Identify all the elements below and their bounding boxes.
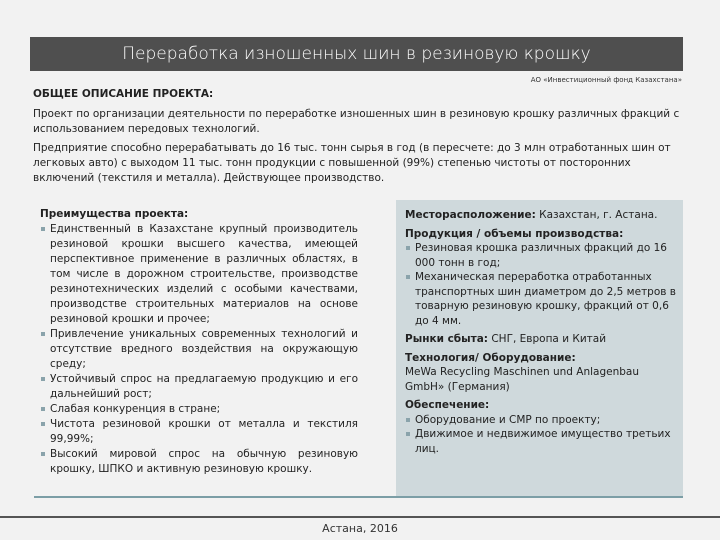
footer-text: Астана, 2016 bbox=[322, 522, 398, 535]
list-item: Высокий мировой спрос на обычную резиновую крошку, ШПКО и активную резиновую крошку. bbox=[40, 447, 358, 477]
organization-name: АО «Инвестиционный фонд Казахстана» bbox=[530, 76, 682, 84]
project-info-box bbox=[396, 200, 683, 496]
markets bbox=[405, 332, 677, 347]
list-item: Единственный в Казахстане крупный производитель резиновой крошки высшего качества, имеющей перспективное применение в различных областях, в том числе в дорожном строительстве, производстве резинотехнических изделий с особыми качествами, производстве строительных материалов на основе резиновой крошки и прочее; bbox=[40, 222, 358, 327]
location-label: Месторасположение: bbox=[405, 209, 536, 221]
location bbox=[405, 208, 677, 223]
list-item: Механическая переработка отработанных транспортных шин диаметром до 2,5 метров в товарную резиновую крошку, фракций от 0,6 до 4 мм. bbox=[405, 270, 677, 328]
list-item: Чистота резиновой крошки от металла и текстиля 99,99%; bbox=[40, 417, 358, 447]
list-item: Привлечение уникальных современных технологий и отсутствие вредного воздействия на окружающую среду; bbox=[40, 327, 358, 372]
location-value: Казахстан, г. Астана. bbox=[535, 209, 658, 221]
list-item: Устойчивый спрос на предлагаемую продукцию и его дальнейший рост; bbox=[40, 372, 358, 402]
divider bbox=[34, 496, 683, 498]
list-item: Резиновая крошка различных фракций до 16 000 тонн в год; bbox=[405, 241, 677, 270]
tech-value: MeWa Recycling Maschinen und Anlagenbau GmbH» (Германия) bbox=[405, 366, 639, 393]
markets-value: СНГ, Европа и Китай bbox=[488, 333, 607, 345]
list-item: Оборудование и СМР по проекту; bbox=[405, 413, 677, 428]
project-description: Проект по организации деятельности по переработке изношенных шин в резиновую крошку различных фракций с использованием передовых технологий. bbox=[33, 108, 680, 135]
capacity-description: Предприятие способно перерабатывать до 16 тыс. тонн сырья в год (в пересчете: до 3 млн отработанных шин от легковых авто) с выходом 11 тыс. тонн продукции с повышенной (99%) степенью чистоты от посторонних включений (текстиля и металла). Действующее производство. bbox=[33, 142, 671, 184]
page-title: Переработка изношенных шин в резиновую крошку bbox=[30, 37, 683, 71]
footer-divider bbox=[0, 516, 720, 518]
list-item: Слабая конкуренция в стране; bbox=[40, 402, 358, 417]
products-label: Продукция / объемы производства: bbox=[405, 227, 624, 240]
section-heading: ОБЩЕЕ ОПИСАНИЕ ПРОЕКТА: bbox=[33, 88, 214, 100]
list-item: Движимое и недвижимое имущество третьих лиц. bbox=[405, 427, 677, 456]
advantages-block bbox=[40, 207, 358, 477]
tech-label: Технология/ Оборудование: bbox=[405, 351, 576, 364]
markets-label: Рынки сбыта: bbox=[405, 333, 489, 345]
advantages-title: Преимущества проекта: bbox=[40, 208, 189, 220]
security-label: Обеспечение: bbox=[405, 399, 490, 411]
